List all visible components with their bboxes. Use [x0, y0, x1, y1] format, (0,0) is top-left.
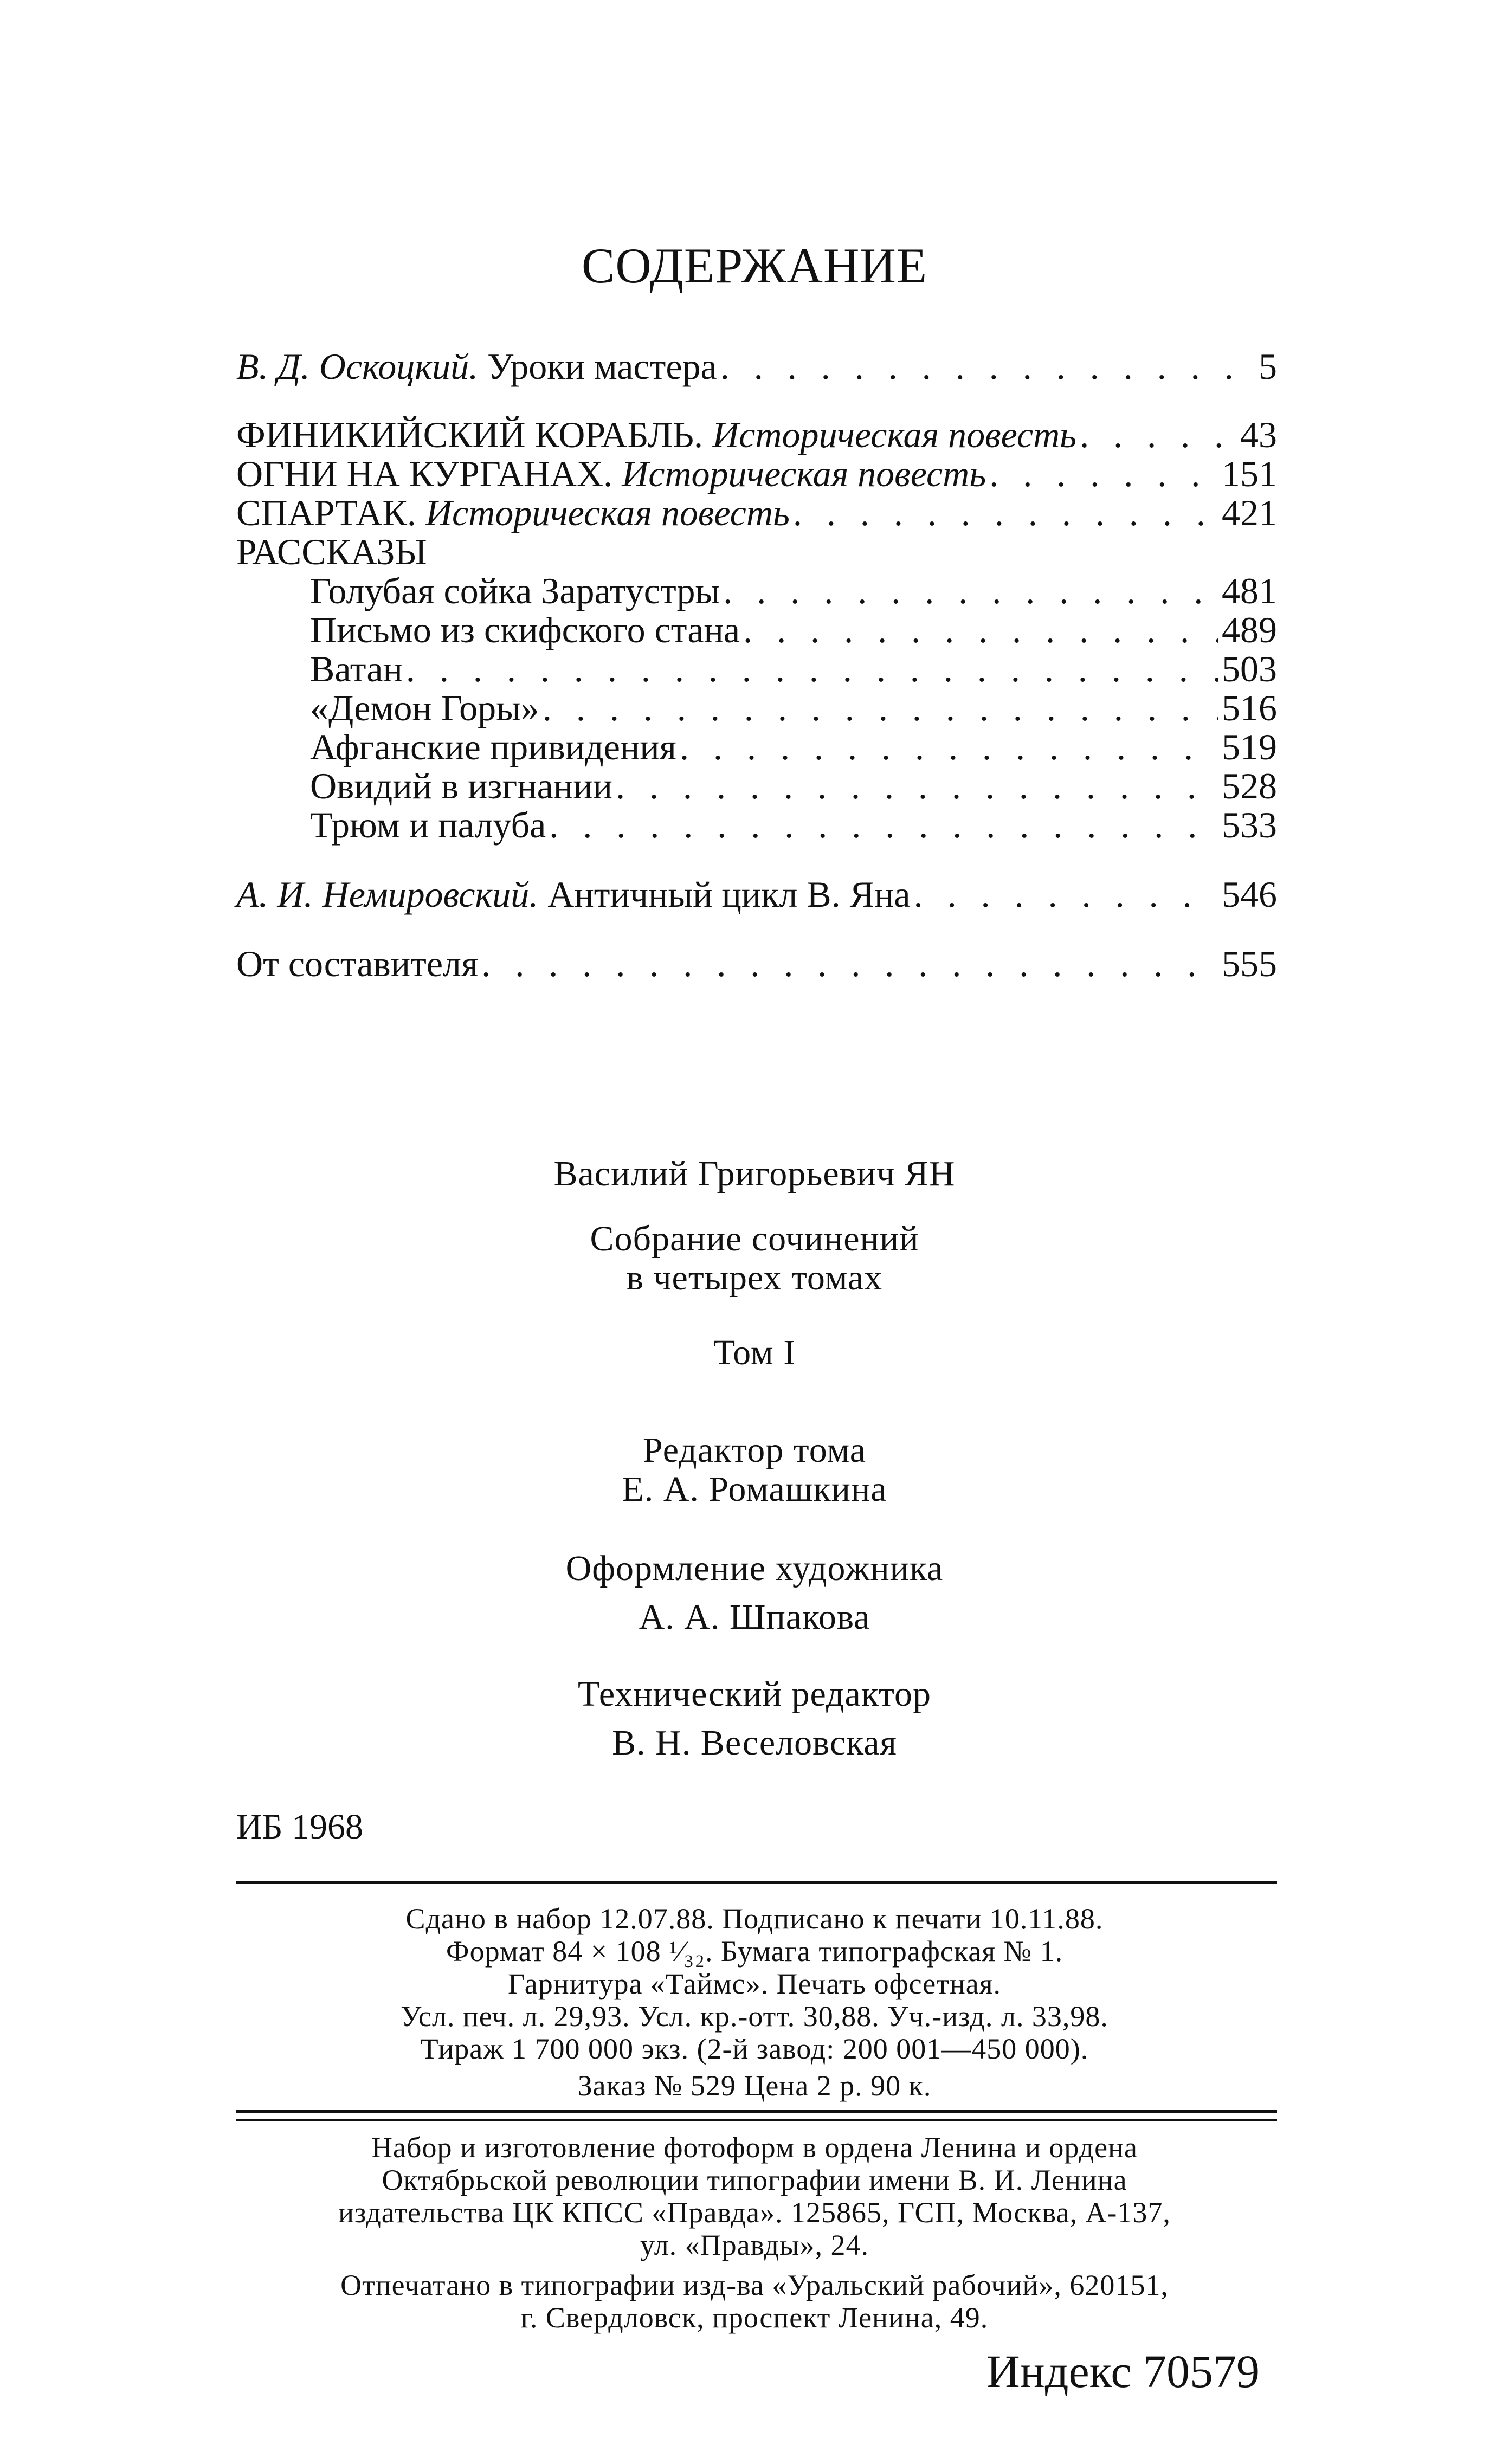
catalog-index: Индекс 70579	[986, 2345, 1260, 2397]
toc-entry-title: Уроки мастера	[478, 346, 717, 387]
toc-entry-title: ОГНИ НА КУРГАНАХ.	[236, 453, 613, 494]
toc-entry-genre: Историческая повесть	[703, 414, 1077, 455]
toc-entry	[236, 610, 1277, 649]
printer-info	[0, 2131, 1509, 2334]
print-detail-line: Усл. печ. л. 29,93. Усл. кр.-отт. 30,88. Уч.-изд. л. 33,98.	[401, 2000, 1108, 2033]
toc-entry-page: 503	[1222, 648, 1277, 689]
print-detail-line: Сдано в набор 12.07.88. Подписано к печати 10.11.88.	[405, 1902, 1104, 1935]
toc-entry-page: 481	[1222, 570, 1277, 611]
toc-entry-page: 43	[1240, 414, 1277, 455]
leader-dots	[720, 347, 1255, 386]
leader-dots	[543, 688, 1218, 727]
leader-dots	[680, 727, 1218, 766]
printer-info-line: издательства ЦК КПСС «Правда». 125865, ГСП, Москва, А-137,	[338, 2196, 1171, 2229]
toc-entry-page: 528	[1222, 765, 1277, 807]
toc-entry-page: 516	[1222, 687, 1277, 728]
toc-entry-page: 151	[1222, 453, 1277, 494]
tech-editor-name: В. Н. Веселовская	[612, 1723, 897, 1763]
ib-number: ИБ 1968	[236, 1807, 364, 1847]
toc-entry-author: А. И. Немировский.	[236, 874, 539, 915]
toc-entry-page: 533	[1222, 804, 1277, 846]
toc-title: СОДЕРЖАНИЕ	[581, 238, 928, 293]
divider	[236, 2110, 1277, 2113]
toc-entry-genre: Историческая повесть	[612, 453, 986, 494]
leader-dots	[616, 766, 1218, 805]
leader-dots	[914, 875, 1218, 914]
print-detail-line: Гарнитура «Таймс». Печать офсетная.	[507, 1968, 1002, 2000]
toc-entry	[236, 805, 1277, 844]
leader-dots	[481, 944, 1218, 983]
toc-entry-title: Трюм и палуба	[310, 804, 546, 846]
printer-info-line: Отпечатано в типографии изд-ва «Уральский рабочий», 620151,	[340, 2269, 1169, 2301]
toc-entry	[236, 493, 1277, 532]
print-detail-line: Заказ № 529 Цена 2 р. 90 к.	[577, 2069, 932, 2102]
toc-entry	[236, 649, 1277, 688]
leader-dots	[793, 493, 1218, 532]
toc-entry	[236, 415, 1277, 454]
collection-title-line2: в четырех томах	[626, 1258, 883, 1298]
toc-entry	[236, 766, 1277, 805]
leader-dots	[723, 571, 1218, 610]
print-detail-line: Формат 84 × 108 ¹⁄₃₂. Бумага типографская № 1.	[446, 1935, 1063, 1968]
toc-entry-title: Античный цикл В. Яна	[538, 874, 911, 915]
toc-entry	[236, 347, 1277, 386]
toc-entry-page: 555	[1222, 943, 1277, 984]
toc-entry	[236, 688, 1277, 727]
toc-entry-title: Голубая сойка Заратустры	[310, 570, 720, 611]
book-author: Василий Григорьевич ЯН	[553, 1154, 956, 1194]
collection-title-line1: Собрание сочинений	[590, 1219, 919, 1259]
volume-number: Том I	[713, 1333, 796, 1372]
toc-entry-genre: Историческая повесть	[416, 492, 790, 533]
printer-info-line: ул. «Правды», 24.	[640, 2229, 869, 2261]
toc-entry-page: 489	[1222, 609, 1277, 650]
toc-entry-page: 519	[1222, 726, 1277, 767]
print-details	[0, 1902, 1509, 2102]
toc-entry-title: Овидий в изгнании	[310, 765, 612, 807]
printer-info-line: г. Свердловск, проспект Ленина, 49.	[520, 2301, 989, 2334]
divider	[236, 1881, 1277, 1884]
toc-entry	[236, 727, 1277, 766]
leader-dots	[743, 610, 1218, 649]
toc-entry-page: 421	[1222, 492, 1277, 533]
leader-dots	[549, 805, 1218, 844]
design-role: Оформление художника	[565, 1549, 944, 1588]
toc-entry	[236, 454, 1277, 493]
toc-entry-title: От составителя	[236, 943, 479, 984]
leader-dots	[989, 454, 1218, 493]
leader-dots	[1080, 415, 1237, 454]
toc-entry	[236, 571, 1277, 610]
tech-editor-role: Технический редактор	[578, 1674, 931, 1714]
printer-info-line: Набор и изготовление фотоформ в ордена Ленина и ордена	[371, 2131, 1138, 2164]
toc-entry	[236, 944, 1277, 983]
toc-entry-title: Письмо из скифского стана	[310, 609, 740, 650]
toc-section-heading	[236, 532, 1277, 571]
toc-entry-title: «Демон Горы»	[310, 687, 539, 728]
divider	[236, 2119, 1277, 2121]
toc-entry-author: В. Д. Оскоцкий.	[236, 346, 479, 387]
print-detail-line: Тираж 1 700 000 экз. (2-й завод: 200 001—450 000).	[420, 2033, 1089, 2065]
toc-entry-page: 546	[1222, 874, 1277, 915]
toc-entry-title: ФИНИКИЙСКИЙ КОРАБЛЬ.	[236, 414, 704, 455]
table-of-contents	[236, 347, 1277, 983]
design-name: А. А. Шпакова	[639, 1597, 870, 1637]
editor-name: Е. А. Ромашкина	[622, 1469, 887, 1509]
toc-entry	[236, 875, 1277, 914]
toc-section-title: РАССКАЗЫ	[236, 531, 427, 572]
printer-info-line: Октябрьской революции типографии имени В. И. Ленина	[382, 2164, 1127, 2196]
toc-entry-title: Афганские привидения	[310, 726, 676, 767]
leader-dots	[406, 649, 1218, 688]
toc-entry-title: Ватан	[310, 648, 403, 689]
toc-entry-title: СПАРТАК.	[236, 492, 416, 533]
toc-entry-page: 5	[1259, 346, 1277, 387]
editor-role: Редактор тома	[642, 1430, 867, 1470]
